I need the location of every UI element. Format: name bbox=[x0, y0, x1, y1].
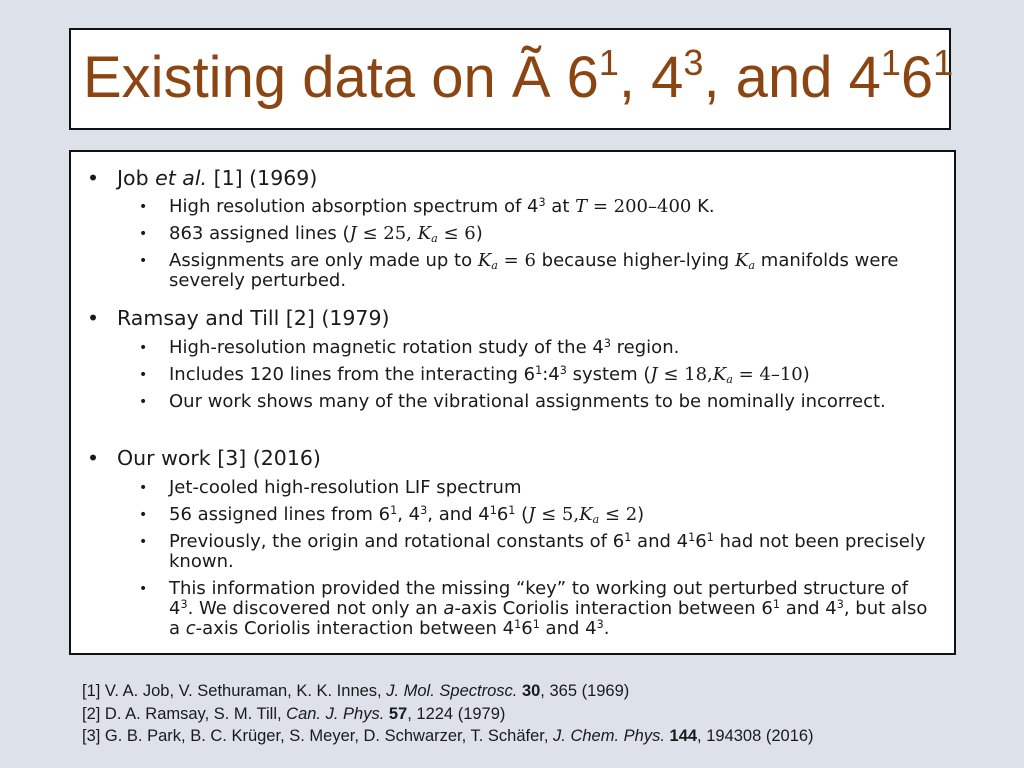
superscript: 1 bbox=[688, 530, 696, 544]
sub-bullet bbox=[139, 224, 929, 244]
math-var: K bbox=[477, 250, 492, 271]
sub-bullet-text bbox=[169, 338, 929, 358]
superscript: 3 bbox=[180, 597, 188, 611]
text-run: because higher-lying bbox=[535, 250, 735, 271]
sub-bullet-text bbox=[169, 197, 929, 217]
superscript: 1 bbox=[706, 530, 714, 544]
journal-name: J. Chem. Phys. bbox=[553, 727, 665, 745]
text-run: had not been precisely known. bbox=[169, 531, 926, 572]
bullet-dot: • bbox=[139, 226, 148, 242]
superscript: 1 bbox=[624, 530, 632, 544]
text-run: system ( bbox=[566, 364, 651, 385]
text-run: K. bbox=[691, 196, 715, 217]
superscript: 1 bbox=[532, 617, 540, 631]
text-run: , 194308 (2016) bbox=[697, 727, 814, 745]
title-sup: 1 bbox=[598, 42, 619, 83]
subscript: a bbox=[726, 372, 733, 386]
text-run: [1] V. A. Job, V. Sethuraman, K. K. Innes, bbox=[82, 682, 387, 700]
math-expr: = 4–10 bbox=[732, 364, 803, 385]
sub-bullet-text bbox=[169, 532, 929, 572]
bullet-dot: • bbox=[139, 394, 148, 410]
text-run: , and 4 bbox=[427, 504, 490, 525]
subscript: a bbox=[491, 258, 498, 272]
bullet-dot: • bbox=[87, 306, 100, 330]
sub-bullet-text bbox=[169, 365, 929, 385]
superscript: 1 bbox=[535, 363, 543, 377]
bullet-dot: • bbox=[139, 507, 148, 523]
bullet-dot: • bbox=[87, 166, 100, 190]
title-box bbox=[69, 28, 954, 130]
journal-name: J. Mol. Spectrosc. bbox=[386, 682, 518, 700]
text-run: -axis Coriolis interaction between 4 bbox=[195, 618, 515, 639]
bullet-dot: • bbox=[139, 367, 148, 383]
math-var: J bbox=[528, 504, 536, 525]
sub-bullet bbox=[139, 505, 929, 525]
superscript: 1 bbox=[514, 617, 522, 631]
text-run: Job bbox=[117, 166, 156, 190]
sub-bullet bbox=[139, 197, 929, 217]
sub-bullet-text bbox=[169, 224, 929, 244]
text-run: 6 bbox=[521, 618, 533, 639]
text-run: . bbox=[603, 618, 610, 639]
text-run: High resolution absorption spectrum of 4 bbox=[169, 196, 539, 217]
title-sup: 1 bbox=[880, 42, 901, 83]
text-run: [1] (1969) bbox=[207, 166, 318, 190]
sub-bullet-text bbox=[169, 579, 929, 639]
journal-name: Can. J. Phys. bbox=[286, 704, 385, 723]
text-run: This information provided the missing “key” to working out perturbed structure of 4 bbox=[169, 578, 909, 619]
text-run: [2] D. A. Ramsay, S. M. Till, bbox=[82, 704, 287, 723]
sub-bullet-text: Our work shows many of the vibrational assignments to be nominally incorrect. bbox=[169, 391, 886, 412]
bullet-dot: • bbox=[87, 446, 100, 470]
reference-3 bbox=[82, 725, 814, 748]
math-expr: ≤ 18, bbox=[657, 364, 713, 385]
subscript: a bbox=[748, 258, 756, 272]
title-part: , 4 bbox=[618, 45, 684, 110]
bullet-text bbox=[117, 166, 317, 190]
sub-bullet bbox=[139, 365, 929, 385]
text-run: Includes 120 lines from the interacting 6 bbox=[169, 364, 536, 385]
sub-bullet bbox=[139, 392, 929, 412]
text-run: , 365 (1969) bbox=[540, 682, 630, 700]
text-run: and 4 bbox=[779, 598, 837, 619]
math-expr: ≤ 25, bbox=[356, 223, 418, 244]
superscript: 3 bbox=[836, 597, 844, 611]
content-box bbox=[69, 150, 956, 655]
reference-2 bbox=[82, 703, 814, 726]
subscript: a bbox=[592, 512, 600, 526]
sub-bullet bbox=[139, 532, 929, 572]
text-run: , 1224 (1979) bbox=[407, 704, 506, 723]
superscript: 3 bbox=[420, 503, 428, 517]
superscript: 3 bbox=[596, 617, 604, 631]
math-expr: = 6 bbox=[497, 250, 536, 271]
math-var: K bbox=[417, 223, 432, 244]
text-run: -axis Coriolis interaction between 6 bbox=[454, 598, 773, 619]
title-sup: 1 bbox=[933, 42, 954, 83]
math-var: K bbox=[712, 364, 727, 385]
text-run: , but also a bbox=[169, 598, 928, 639]
sub-bullet-text bbox=[169, 251, 929, 291]
superscript: 3 bbox=[559, 363, 567, 377]
bullet-text: Our work [3] (2016) bbox=[117, 446, 321, 470]
text-run: c bbox=[185, 618, 196, 639]
sub-bullet bbox=[139, 251, 929, 291]
superscript: 1 bbox=[508, 503, 516, 517]
math-expr: ≤ 6 bbox=[437, 223, 476, 244]
title-main: Existing data on Ã 6 bbox=[83, 45, 599, 110]
bullet-text: Ramsay and Till [2] (1979) bbox=[117, 306, 390, 330]
sub-bullet bbox=[139, 579, 929, 639]
volume: 57 bbox=[388, 704, 408, 723]
superscript: 1 bbox=[772, 597, 780, 611]
text-run: , 4 bbox=[397, 504, 421, 525]
text-run: . We discovered not only an bbox=[187, 598, 444, 619]
title-part: 6 bbox=[900, 45, 934, 110]
references bbox=[82, 680, 814, 748]
superscript: 3 bbox=[603, 336, 611, 350]
sub-bullet-text: Jet-cooled high-resolution LIF spectrum bbox=[169, 477, 522, 498]
math-expr: ≤ 5, bbox=[535, 504, 580, 525]
slide-title bbox=[83, 40, 953, 116]
bullet-dot: • bbox=[139, 480, 148, 496]
text-run: ( bbox=[515, 504, 529, 525]
title-part: , and 4 bbox=[703, 45, 881, 110]
text-run: 863 assigned lines ( bbox=[169, 223, 350, 244]
bullet-dot: • bbox=[139, 340, 148, 356]
text-run: and 4 bbox=[631, 531, 689, 552]
bullet-dot: • bbox=[139, 581, 148, 597]
sub-bullet-text bbox=[169, 505, 929, 525]
text-run: High-resolution magnetic rotation study of the 4 bbox=[169, 337, 604, 358]
math-var: J bbox=[650, 364, 658, 385]
math-var: T bbox=[575, 196, 588, 217]
math-expr: = 200–400 bbox=[587, 196, 692, 217]
text-run: Assignments are only made up to bbox=[169, 250, 478, 271]
math-var: K bbox=[579, 504, 593, 525]
text-run: 56 assigned lines from 6 bbox=[169, 504, 391, 525]
text-run: at bbox=[545, 196, 576, 217]
reference-1 bbox=[82, 680, 814, 703]
sub-bullet bbox=[139, 478, 929, 498]
text-run: manifolds were severely perturbed. bbox=[169, 250, 899, 291]
superscript: 1 bbox=[390, 503, 398, 517]
text-run: 6 bbox=[695, 531, 707, 552]
math-expr: ≤ 2 bbox=[599, 504, 638, 525]
superscript: 1 bbox=[489, 503, 497, 517]
sub-bullet bbox=[139, 338, 929, 358]
text-run: region. bbox=[610, 337, 680, 358]
volume: 144 bbox=[669, 727, 698, 745]
subscript: a bbox=[431, 231, 438, 245]
text-run: :4 bbox=[542, 364, 560, 385]
bullet-dot: • bbox=[139, 253, 148, 269]
text-run: et al. bbox=[155, 166, 208, 190]
volume: 30 bbox=[521, 682, 541, 700]
text-run: Previously, the origin and rotational constants of 6 bbox=[169, 531, 625, 552]
math-var: J bbox=[349, 223, 357, 244]
math-var: K bbox=[734, 250, 749, 271]
superscript: 3 bbox=[538, 195, 546, 209]
bullet-dot: • bbox=[139, 199, 148, 215]
text-run: [3] G. B. Park, B. C. Krüger, S. Meyer, D. Schwarzer, T. Schäfer, bbox=[82, 727, 554, 745]
text-run: ) bbox=[637, 504, 645, 525]
text-run: ) bbox=[802, 364, 810, 385]
text-run: and 4 bbox=[539, 618, 597, 639]
text-run: 6 bbox=[496, 504, 509, 525]
bullet-dot: • bbox=[139, 534, 148, 550]
text-run: a bbox=[443, 598, 455, 619]
text-run: ) bbox=[475, 223, 483, 244]
title-sup: 3 bbox=[683, 42, 704, 83]
